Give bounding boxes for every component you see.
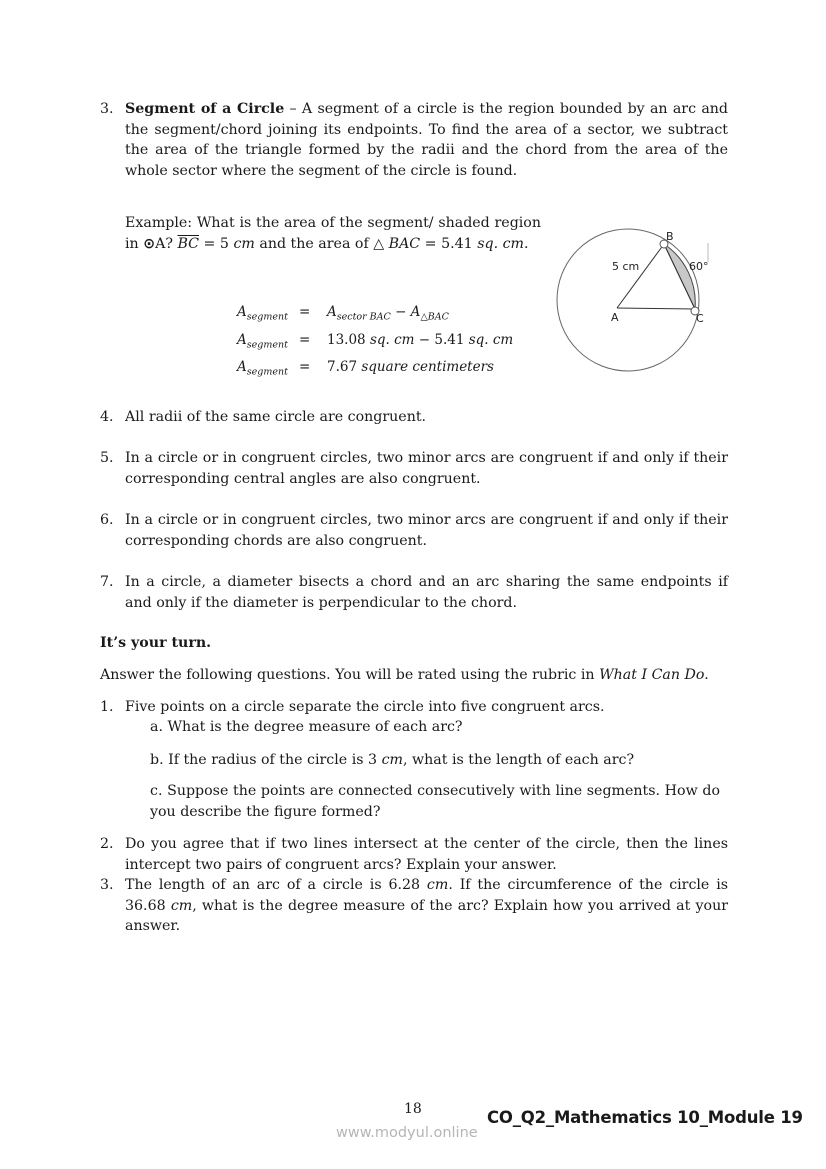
segment-definition	[100, 99, 728, 181]
example-mid: and the area of △	[254, 235, 389, 252]
eq-lhs-sub: segment	[246, 339, 288, 351]
circle-segment-diagram	[550, 222, 720, 382]
chord-bc: $\overline{BC}$	[177, 235, 199, 252]
unit: cm	[170, 897, 193, 914]
section-title: It’s your turn.	[100, 635, 212, 651]
instruction-reference: What I Can Do.	[599, 667, 709, 683]
item-number: 5.	[100, 450, 114, 466]
sub-question-text: b. If the radius of the circle is 3	[150, 752, 382, 768]
page-number: 18	[404, 1101, 422, 1117]
question-item	[100, 834, 728, 875]
circle-name: A?	[155, 235, 178, 252]
question-text-part: The length of an arc of a circle is 6.28	[125, 877, 427, 893]
area-unit: sq. cm	[477, 235, 524, 252]
eq-rhs-sub: sector BAC	[336, 311, 391, 323]
example-intro: Example: What is the area of the segment/ shaded region in	[125, 215, 541, 252]
circle-dot-icon: ⊙	[143, 235, 156, 252]
question-number: 1.	[100, 699, 114, 715]
angle-label: 60°	[689, 260, 709, 273]
question-text: Do you agree that if two lines intersect at the center of the circle, then the lines intercept two pairs of congruent arcs? Explain your answer.	[125, 836, 728, 873]
eq-sign: =	[299, 304, 311, 320]
sub-question: a. What is the degree measure of each arc?	[150, 719, 463, 735]
question-item	[100, 875, 728, 937]
equals: =	[420, 235, 442, 252]
eq-sign: =	[299, 359, 311, 376]
eq-unit: square centimeters	[361, 359, 494, 376]
chord-value: = 5	[199, 235, 234, 252]
question-text	[125, 875, 728, 937]
segment-title: Segment of a Circle	[125, 101, 285, 117]
unit: cm	[426, 877, 449, 893]
instruction-main: Answer the following questions. You will be rated using the rubric in	[100, 667, 600, 683]
equation-block	[237, 301, 513, 384]
radius-ac	[617, 308, 695, 309]
equation-row	[237, 356, 513, 384]
eq-unit: sq. cm	[369, 331, 415, 348]
eq-lhs-sub: segment	[246, 311, 288, 323]
question-text-part: , what is the degree measure of the arc? Explain how you arrived at your answer.	[125, 897, 728, 935]
property-item	[100, 510, 728, 551]
sub-question	[150, 750, 720, 771]
question-number: 2.	[100, 836, 114, 852]
item-number: 3.	[100, 101, 114, 117]
instruction-text	[100, 665, 730, 686]
example-text	[125, 213, 541, 254]
sub-question: c. Suppose the points are connected consecutively with line segments. How do you describe the figure formed?	[150, 783, 720, 820]
item-number: 7.	[100, 574, 114, 590]
property-item	[100, 448, 728, 489]
eq-sign: =	[299, 331, 311, 348]
sub-question-text: , what is the length of each arc?	[402, 752, 635, 768]
property-text: In a circle or in congruent circles, two minor arcs are congruent if and only if their corresponding chords are also congruent.	[125, 512, 728, 549]
module-label: CO_Q2_Mathematics 10_Module 19	[487, 1108, 803, 1127]
property-text: In a circle or in congruent circles, two minor arcs are congruent if and only if their corresponding central angles are also congruent.	[125, 450, 728, 487]
segment-text: – A segment of a circle is the region bounded by an arc and the segment/chord joining its endpoints. To find the area of a sector, we subtract the area of the triangle formed by the radii and the chord from the area of the whole sector where the segment of the circle is found.	[125, 101, 728, 179]
item-number: 6.	[100, 512, 114, 528]
point-c-label: C	[696, 312, 704, 325]
property-text: In a circle, a diameter bisects a chord and an arc sharing the same endpoints if and only if the diameter is perpendicular to the chord.	[125, 574, 728, 611]
question-number: 3.	[100, 877, 114, 893]
eq-rhs2-sub: △BAC	[420, 311, 449, 323]
circle-outline	[557, 229, 699, 371]
question-text: Five points on a circle separate the circle into five congruent arcs.	[125, 699, 605, 715]
triangle-name: BAC	[388, 235, 421, 252]
item-number: 4.	[100, 409, 114, 425]
eq-unit: sq. cm	[468, 331, 514, 348]
eq-value: 13.08	[327, 331, 370, 348]
property-item	[100, 572, 728, 613]
eq-lhs: A	[237, 304, 247, 320]
eq-rhs: A	[327, 304, 337, 320]
property-text: All radii of the same circle are congruent.	[125, 409, 427, 425]
point-b-label: B	[666, 230, 674, 243]
radius-ab	[617, 244, 664, 308]
watermark: www.modyul.online	[336, 1125, 478, 1141]
unit: cm	[381, 752, 403, 768]
eq-value: 7.67	[327, 359, 362, 376]
eq-rhs2: − A	[390, 304, 421, 320]
chord-unit: cm	[233, 235, 255, 252]
point-a-label: A	[611, 311, 619, 324]
area-value: 5.41	[441, 235, 478, 252]
property-item	[100, 407, 728, 428]
eq-value: − 5.41	[414, 331, 469, 348]
radius-label: 5 cm	[612, 260, 640, 273]
question-text-part: . If the circumference of the circle is 36.68	[125, 877, 729, 914]
equation-row	[237, 329, 513, 357]
eq-lhs-sub: segment	[246, 367, 288, 379]
eq-lhs: A	[237, 331, 247, 348]
equation-row	[237, 301, 513, 329]
eq-lhs: A	[237, 359, 247, 376]
question-item	[100, 697, 728, 718]
period: .	[524, 235, 529, 252]
